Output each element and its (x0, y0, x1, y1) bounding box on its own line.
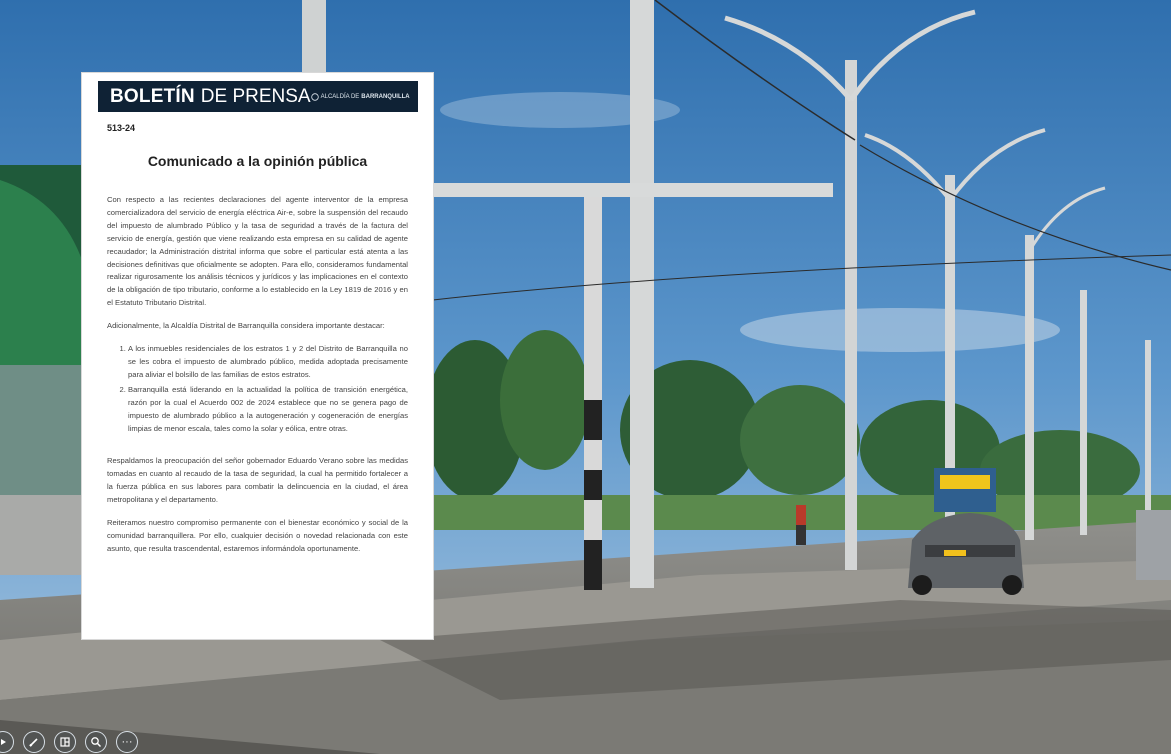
seal-icon (311, 93, 319, 101)
bulletin-body (107, 194, 408, 566)
bulletin-header-banner (98, 81, 418, 112)
paragraph: Reiteramos nuestro compromiso permanente con el bienestar económico y social de la comunidad barranquillera. Por ello, cualquier decisión o novedad relacionada con este asunto, que resulta trascendental, estaremos informándola oportunamente. (107, 518, 408, 553)
list-item: 1. A los inmuebles residenciales de los estratos 1 y 2 del Distrito de Barranquilla no se les cobra el impuesto de alumbrado público, medida adoptada precisamente para aliviar el bolsillo de las familias de estos estratos. (128, 343, 408, 382)
bulletin-title-bold: BOLETÍN (110, 85, 195, 107)
paragraph: Adicionalmente, la Alcaldía Distrital de Barranquilla considera importante destacar: (107, 321, 385, 331)
viewer-toolbar (0, 731, 138, 753)
bulletin-heading: Comunicado a la opinión pública (147, 153, 368, 169)
list-item: 2. Barranquilla está liderando en la actualidad la política de transición energética, razón por la cual el Acuerdo 002 de 2024 establece que no se genera pago de impuesto de alumbrado público a la autogeneración y cogeneración de energías limpias de menor escala, tales como la solar y eólica, entre otras. (128, 384, 408, 436)
zoom-icon (90, 736, 102, 748)
paragraph: Con respecto a las recientes declaraciones del agente interventor de la empresa comercializadora del servicio de energía eléctrica Air-e, sobre la suspensión del recaudo del impuesto de alumbrado Público y la tasa de seguridad a través de la factura del servicio de energía, gestión que viene realizando esta empresa en su calidad de agente recaudador; la Administración distrital informa que sobre el particular está atenta a las decisiones definitivas que oficialmente se adopten. Para ello, consideramos fundamental realizar rigurosamente los análisis técnicos y jurídicos y las implicaciones en el contexto de la obligación de tipo tributario, conforme a lo establecido en la Ley 1819 de 2016 y en el Estatuto Tributario Distrital. (107, 195, 408, 308)
more-icon: ··· (121, 736, 133, 748)
logo-name: BARRANQUILLA (361, 93, 410, 100)
layout-button[interactable] (54, 731, 76, 753)
play-button[interactable] (0, 731, 14, 753)
annotate-button[interactable] (23, 731, 45, 753)
more-button[interactable] (116, 731, 138, 753)
bulletin-title-rest: DE PRENSA (200, 85, 311, 107)
alcaldia-logo (311, 93, 410, 101)
play-icon (0, 737, 8, 747)
logo-prefix: ALCALDÍA DE (320, 93, 360, 100)
press-bulletin-document (82, 73, 433, 639)
paragraph: Respaldamos la preocupación del señor gobernador Eduardo Verano sobre las medidas tomadas en cuanto al recaudo de la tasa de seguridad, la cual ha permitido fortalecer a la fuerza pública en sus labores para combatir la delincuencia en la ciudad, el área metropolitana y el departamento. (107, 456, 408, 505)
zoom-button[interactable] (85, 731, 107, 753)
bulletin-list (107, 343, 408, 435)
pencil-icon (28, 736, 40, 748)
bulletin-code: 513-24 (107, 123, 136, 133)
layout-icon (59, 736, 71, 748)
